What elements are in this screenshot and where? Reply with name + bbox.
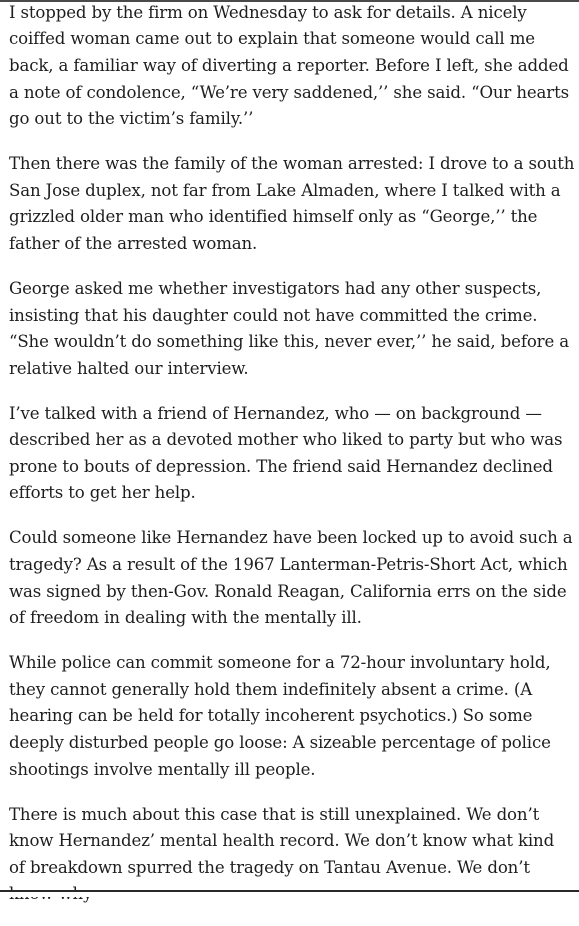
article-paragraph: I stopped by the firm on Wednesday to ask for details. A nicely coiffed woman came out to explain that someone would call me back, a familiar way of diverting a reporter. Before I left, she added a note of condolence, “We’re very saddened,’’ she said. “Our hearts go out to the victim’s family.’’ xyxy=(9,2,569,129)
article-paragraph: Then there was the family of the woman arrested: I drove to a south San Jose duplex, not far from Lake Almaden, where I talked with a grizzled older man who identified himself only as “George,’’ the father of the arrested woman. xyxy=(9,154,575,253)
article-paragraph: There is much about this case that is still unexplained. We don’t know Hernandez’ mental health record. We don’t know what kind of breakdown spurred the tragedy on Tantau Avenue. We don’t xyxy=(9,804,555,877)
article-paragraph: I’ve talked with a friend of Hernandez, who — on background — described her as a devoted mother who liked to party but who was prone to bouts of depression. The friend said Hernandez declined efforts to get her help. xyxy=(9,403,563,503)
article-paragraph: Could someone like Hernandez have been locked up to avoid such a tragedy? As a result of the 1967 Lanterman-Petris-Short Act, which was signed by then-Gov. Ronald Reagan, California errs on the side of freedom in dealing with the mentally ill. xyxy=(9,528,573,628)
article-paragraph: George asked me whether investigators had any other suspects, insisting that his daughter could not have committed the crime. “She wouldn’t do something like this, never ever,’’ he said, before a relative halted our interview. xyxy=(9,278,569,378)
article-paragraph: While police can commit someone for a 72-hour involuntary hold, they cannot generally hold them indefinitely absent a crime. (A hearing can be held for totally incoherent psychotics.) So some deeply disturbed people go loose: A sizeable percentage of police shootings involve mentally ill people. xyxy=(9,653,551,779)
article-body xyxy=(9,0,575,926)
bottom-divider xyxy=(0,890,579,897)
